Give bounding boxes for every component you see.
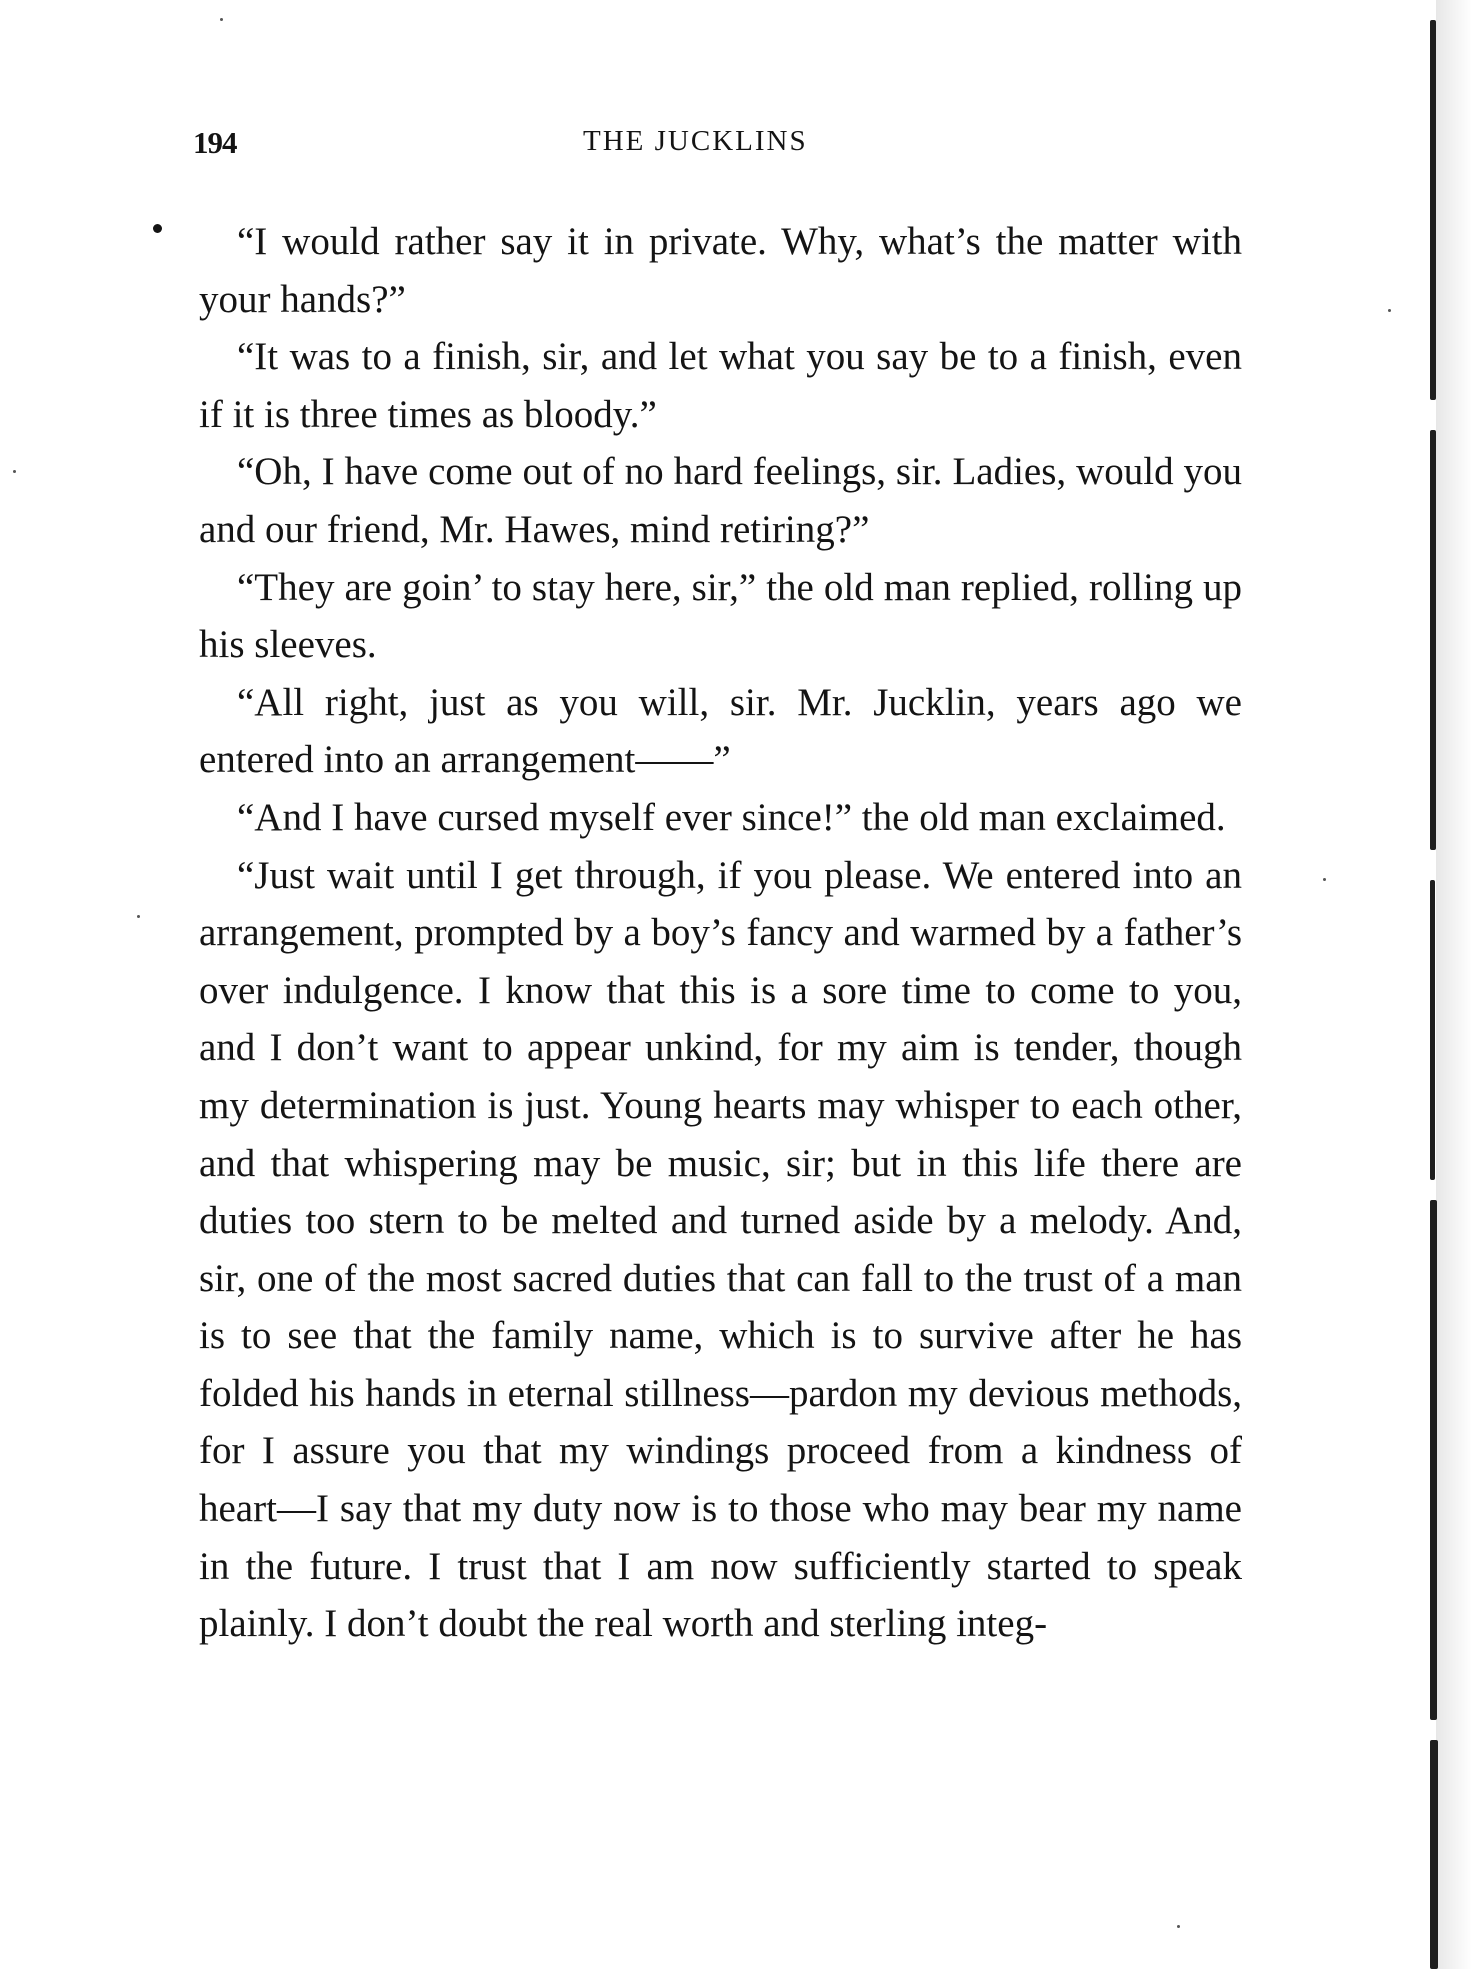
paragraph-2: “It was to a finish, sir, and let what you say be to a finish, even if it is three times as bloody.” xyxy=(199,335,1242,436)
scan-speck xyxy=(137,915,140,918)
body-text xyxy=(199,213,1242,1653)
book-gutter-edge xyxy=(1416,0,1472,1969)
gutter-shadow xyxy=(1436,0,1472,1969)
paragraph-7: “Just wait until I get through, if you please. We entered into an arrangement, prompted by a boy’s fancy and warmed by a father’s over indulgence. I know that this is a sore time to come to you, and I don’t want to appear unkind, for my aim is tender, though my determination is just. Young hearts may whisper to each other, and that whispering may be music, sir; but in this life there are duties too stern to be melted and turned aside by a melody. And, sir, one of the most sacred duties that can fall to the trust of a man is to see that the family name, which is to survive after he has folded his hands in eternal stillness—pardon my devious methods, for I assure you that my windings proceed from a kindness of heart—I say that my duty now is to those who may bear my name in the future. I trust that I am now sufficiently started to speak plainly. I don’t doubt the real worth and sterling integ- xyxy=(199,853,1242,1646)
binding-line xyxy=(1430,20,1436,400)
paragraph-6: “And I have cursed myself ever since!” the old man exclaimed. xyxy=(237,795,1226,839)
binding-line xyxy=(1430,1740,1438,1969)
paragraph-3: “Oh, I have come out of no hard feelings, sir. Ladies, would you and our friend, Mr. Hawes, mind retiring?” xyxy=(199,450,1242,551)
paragraph-1: “I would rather say it in private. Why, what’s the matter with your hands?” xyxy=(199,220,1242,321)
running-head: THE JUCKLINS xyxy=(583,125,808,157)
binding-line xyxy=(1430,430,1436,850)
binding-line xyxy=(1430,880,1435,1180)
page-header xyxy=(193,125,1243,175)
binding-line xyxy=(1430,1200,1437,1720)
scan-speck xyxy=(1177,1925,1180,1928)
page-number: 194 xyxy=(193,125,237,160)
paragraph-4: “They are goin’ to stay here, sir,” the old man replied, rolling up his sleeves. xyxy=(199,565,1242,667)
scan-speck xyxy=(1323,878,1326,881)
scan-speck xyxy=(220,18,223,21)
paragraph-5: “All right, just as you will, sir. Mr. Jucklin, years ago we entered into an arrangement——” xyxy=(199,680,1242,782)
scan-speck xyxy=(1388,309,1391,312)
margin-bullet-mark xyxy=(153,224,162,233)
scan-speck xyxy=(13,470,16,473)
